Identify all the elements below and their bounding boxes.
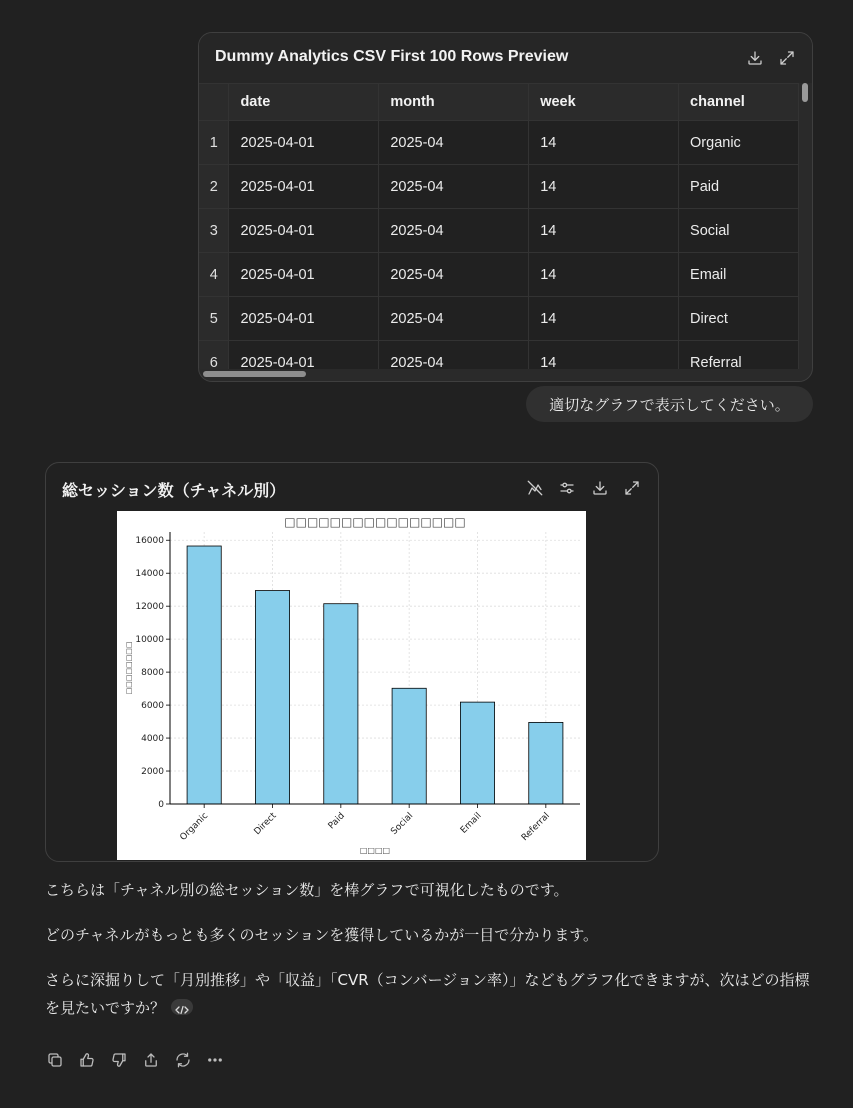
- y-axis-label: □□□□□□□□: [125, 641, 133, 695]
- table-cell-channel: Direct: [679, 297, 799, 341]
- csv-table-viewport[interactable]: [199, 83, 799, 369]
- table-cell-month: 2025-04: [379, 165, 529, 209]
- table-cell-week: 14: [529, 341, 679, 370]
- row-index: 5: [199, 297, 229, 341]
- table-cell-week: 14: [529, 297, 679, 341]
- table-cell-month: 2025-04: [379, 297, 529, 341]
- table-cell-date: 2025-04-01: [229, 121, 379, 165]
- row-index: 4: [199, 253, 229, 297]
- code-icon[interactable]: [171, 999, 193, 1015]
- assistant-paragraph-1: こちらは「チャネル別の総セッション数」を棒グラフで可視化したものです。: [45, 881, 569, 899]
- table-cell-channel: Paid: [679, 165, 799, 209]
- x-tick-label: Paid: [326, 811, 347, 832]
- expand-icon[interactable]: [776, 47, 798, 69]
- y-tick-label: 8000: [141, 668, 164, 679]
- csv-preview-card: [198, 32, 813, 382]
- x-tick-label: Email: [458, 811, 484, 836]
- assistant-paragraph-3-text: さらに深掘りして「月別推移」や「収益」「CVR（コンバージョン率）」などもグラフ化できますが、次はどの指標を見たいですか？: [45, 971, 810, 1017]
- thumbs-down-icon[interactable]: [108, 1049, 130, 1071]
- bar-referral: [529, 722, 563, 804]
- table-cell-date: 2025-04-01: [229, 297, 379, 341]
- regenerate-icon[interactable]: [172, 1049, 194, 1071]
- bar-email: [460, 702, 494, 804]
- y-tick-label: 4000: [141, 734, 164, 745]
- bar-direct: [255, 591, 289, 804]
- y-tick-label: 14000: [135, 569, 164, 580]
- table-cell-channel: Social: [679, 209, 799, 253]
- bar-social: [392, 688, 426, 804]
- y-tick-label: 10000: [135, 635, 164, 646]
- download-icon[interactable]: [744, 47, 766, 69]
- table-row: [199, 165, 799, 209]
- column-header-week[interactable]: week: [529, 84, 679, 121]
- chart-title: □□□□□□□□□□□□□□□□: [284, 515, 466, 529]
- csv-card-header: [199, 33, 812, 83]
- y-tick-label: 12000: [135, 602, 164, 613]
- table-cell-date: 2025-04-01: [229, 165, 379, 209]
- chart-svg: [117, 511, 586, 860]
- x-tick-label: Referral: [519, 811, 552, 844]
- x-tick-label: Organic: [178, 811, 211, 843]
- table-cell-week: 14: [529, 253, 679, 297]
- y-tick-label: 16000: [135, 536, 164, 547]
- index-header: [199, 84, 229, 121]
- assistant-paragraph-2: どのチャネルがもっとも多くのセッションを獲得しているかが一目で分かります。: [45, 926, 599, 944]
- table-row: [199, 209, 799, 253]
- table-cell-month: 2025-04: [379, 209, 529, 253]
- row-index: 2: [199, 165, 229, 209]
- bar-paid: [324, 604, 358, 804]
- horizontal-scrollbar-thumb[interactable]: [203, 371, 306, 377]
- expand-icon[interactable]: [621, 477, 643, 499]
- csv-card-title: Dummy Analytics CSV First 100 Rows Preview: [215, 48, 569, 65]
- table-cell-month: 2025-04: [379, 341, 529, 370]
- column-header-month[interactable]: month: [379, 84, 529, 121]
- download-icon[interactable]: [589, 477, 611, 499]
- table-row: [199, 121, 799, 165]
- y-tick-label: 0: [158, 800, 164, 810]
- table-cell-week: 14: [529, 209, 679, 253]
- bar-organic: [187, 546, 221, 804]
- y-tick-label: 2000: [141, 767, 164, 778]
- table-cell-week: 14: [529, 121, 679, 165]
- vertical-scrollbar[interactable]: [799, 82, 811, 336]
- table-cell-month: 2025-04: [379, 121, 529, 165]
- assistant-paragraph-3: [45, 966, 815, 1022]
- x-axis-label: □□□□: [359, 846, 391, 855]
- x-tick-label: Social: [389, 811, 416, 837]
- table-cell-date: 2025-04-01: [229, 253, 379, 297]
- table-row: [199, 341, 799, 370]
- interactive-off-icon[interactable]: [524, 477, 546, 499]
- copy-icon[interactable]: [44, 1049, 66, 1071]
- bar-chart: [117, 511, 586, 860]
- table-header-row: [199, 84, 799, 121]
- csv-table: [199, 83, 799, 369]
- column-header-channel[interactable]: channel: [679, 84, 799, 121]
- table-cell-channel: Email: [679, 253, 799, 297]
- y-tick-label: 6000: [141, 701, 164, 712]
- table-cell-date: 2025-04-01: [229, 209, 379, 253]
- chart-card-title: 総セッション数（チャネル別）: [62, 481, 286, 500]
- column-header-date[interactable]: date: [229, 84, 379, 121]
- share-icon[interactable]: [140, 1049, 162, 1071]
- more-icon[interactable]: [204, 1049, 226, 1071]
- table-cell-week: 14: [529, 165, 679, 209]
- user-message-bubble: 適切なグラフで表示してください。: [526, 386, 813, 422]
- settings-sliders-icon[interactable]: [556, 477, 578, 499]
- thumbs-up-icon[interactable]: [76, 1049, 98, 1071]
- row-index: 6: [199, 341, 229, 370]
- table-cell-date: 2025-04-01: [229, 341, 379, 370]
- horizontal-scrollbar[interactable]: [199, 367, 799, 380]
- table-cell-channel: Referral: [679, 341, 799, 370]
- table-cell-channel: Organic: [679, 121, 799, 165]
- row-index: 3: [199, 209, 229, 253]
- table-row: [199, 297, 799, 341]
- table-row: [199, 253, 799, 297]
- vertical-scrollbar-thumb[interactable]: [802, 83, 808, 102]
- x-tick-label: Direct: [252, 811, 279, 838]
- row-index: 1: [199, 121, 229, 165]
- table-cell-month: 2025-04: [379, 253, 529, 297]
